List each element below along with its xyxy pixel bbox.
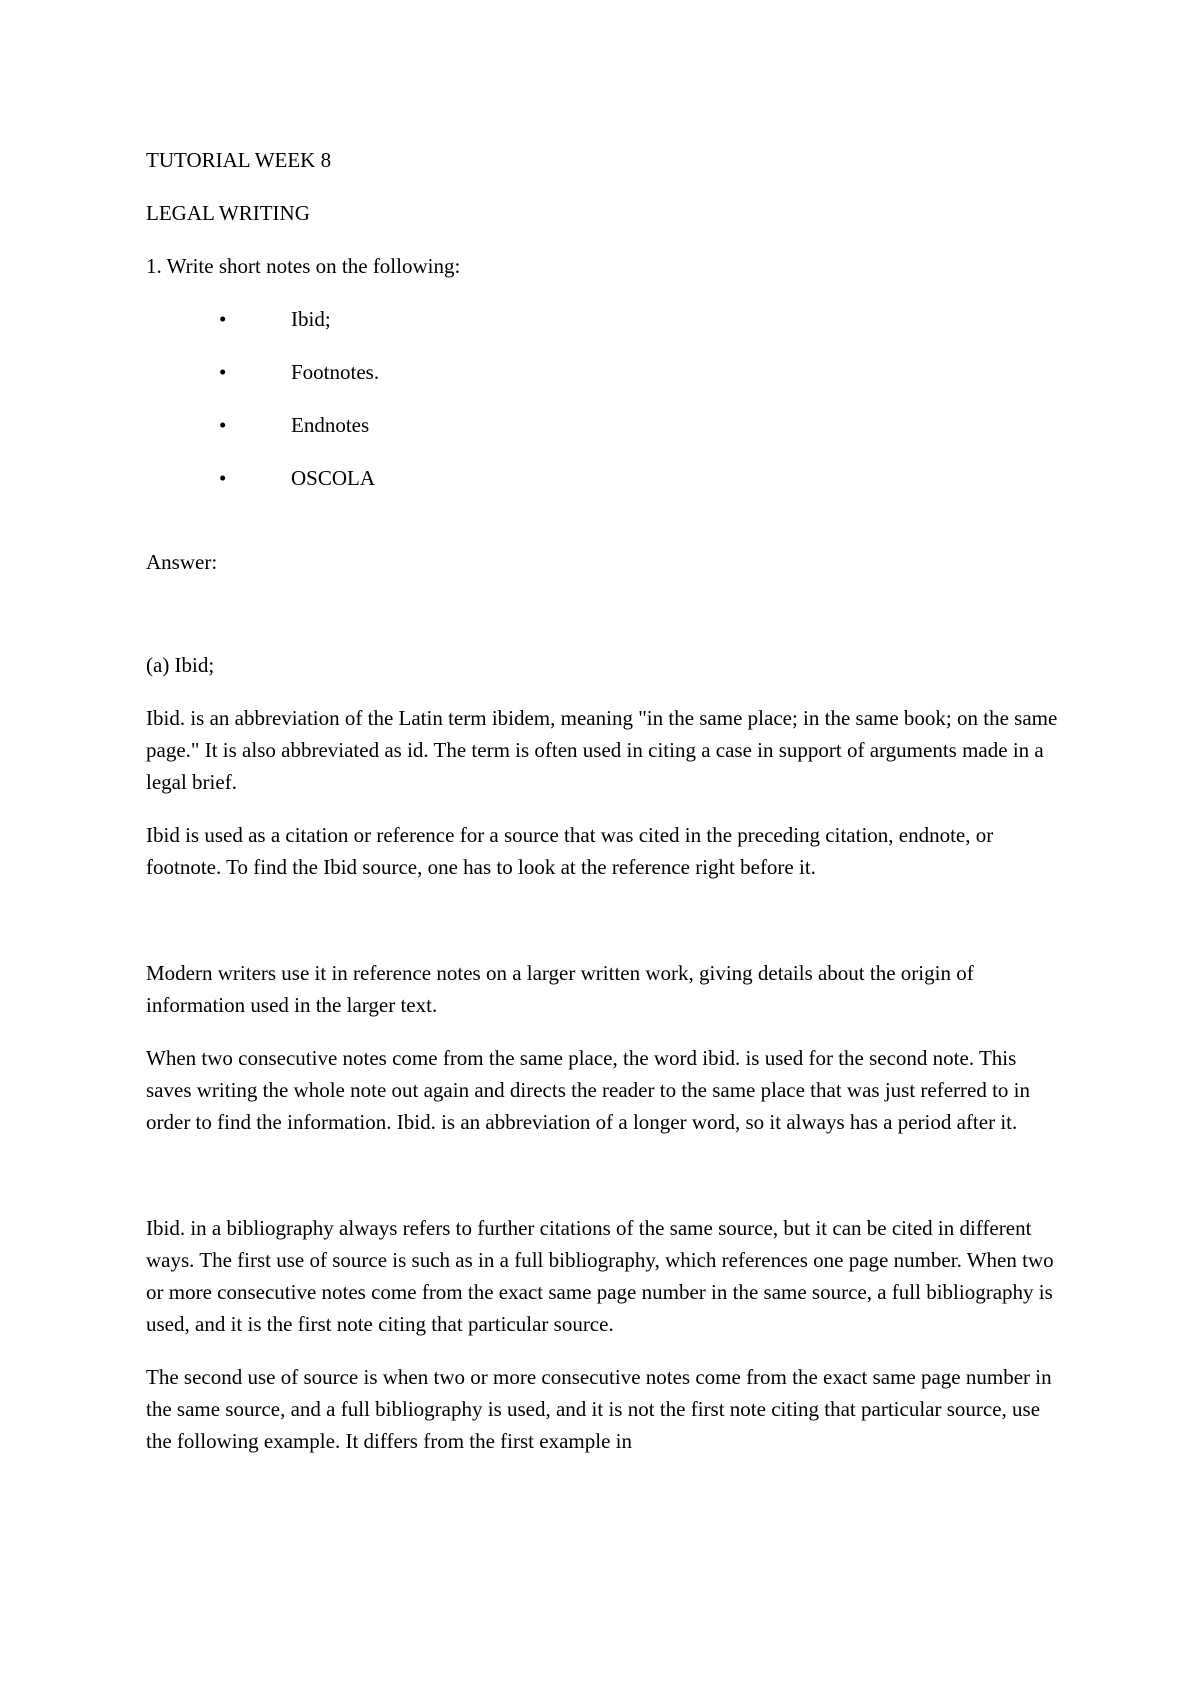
question-text: 1. Write short notes on the following: <box>146 254 461 278</box>
document-content <box>146 144 1066 1478</box>
paragraph: Ibid. in a bibliography always refers to further citations of the same source, but it can be cited in different ways. The first use of source is such as in a full bibliography, which references one page number. When two or more consecutive notes come from the exact same page number in the same source, a full bibliography is used, and it is the first note citing that particular source. <box>146 1216 1054 1336</box>
bullet-marker: • <box>219 466 227 490</box>
bullet-marker: • <box>219 360 227 384</box>
document-title: TUTORIAL WEEK 8 <box>146 148 332 172</box>
bullet-marker: • <box>219 307 227 331</box>
list-item <box>146 409 1066 441</box>
list-item-text: Ibid; <box>291 307 331 331</box>
paragraph: When two consecutive notes come from the same place, the word ibid. is used for the second note. This saves writing the whole note out again and directs the reader to the same place that was just referred to in order to find the information. Ibid. is an abbreviation of a longer word, so it always has a period after it. <box>146 1046 1031 1134</box>
answer-label: Answer: <box>146 550 218 574</box>
list-item-text: Endnotes <box>291 413 370 437</box>
section-heading: (a) Ibid; <box>146 653 215 677</box>
paragraph: Ibid is used as a citation or reference for a source that was cited in the preceding citation, endnote, or footnote. To find the Ibid source, one has to look at the reference right before it. <box>146 823 994 879</box>
paragraph: Ibid. is an abbreviation of the Latin term ibidem, meaning "in the same place; in the same book; on the same page." It is also abbreviated as id. The term is often used in citing a case in support of arguments made in a legal brief. <box>146 706 1058 794</box>
list-item <box>146 303 1066 335</box>
paragraph: The second use of source is when two or more consecutive notes come from the exact same page number in the same source, and a full bibliography is used, and it is not the first note citing that particular source, use the following example. It differs from the first example in <box>146 1365 1052 1453</box>
bullet-list <box>146 303 1066 494</box>
list-item <box>146 462 1066 494</box>
document-subtitle: LEGAL WRITING <box>146 201 310 225</box>
paragraph: Modern writers use it in reference notes on a larger written work, giving details about the origin of information used in the larger text. <box>146 961 974 1017</box>
list-item <box>146 356 1066 388</box>
bullet-marker: • <box>219 413 227 437</box>
list-item-text: Footnotes. <box>291 360 380 384</box>
list-item-text: OSCOLA <box>291 466 376 490</box>
